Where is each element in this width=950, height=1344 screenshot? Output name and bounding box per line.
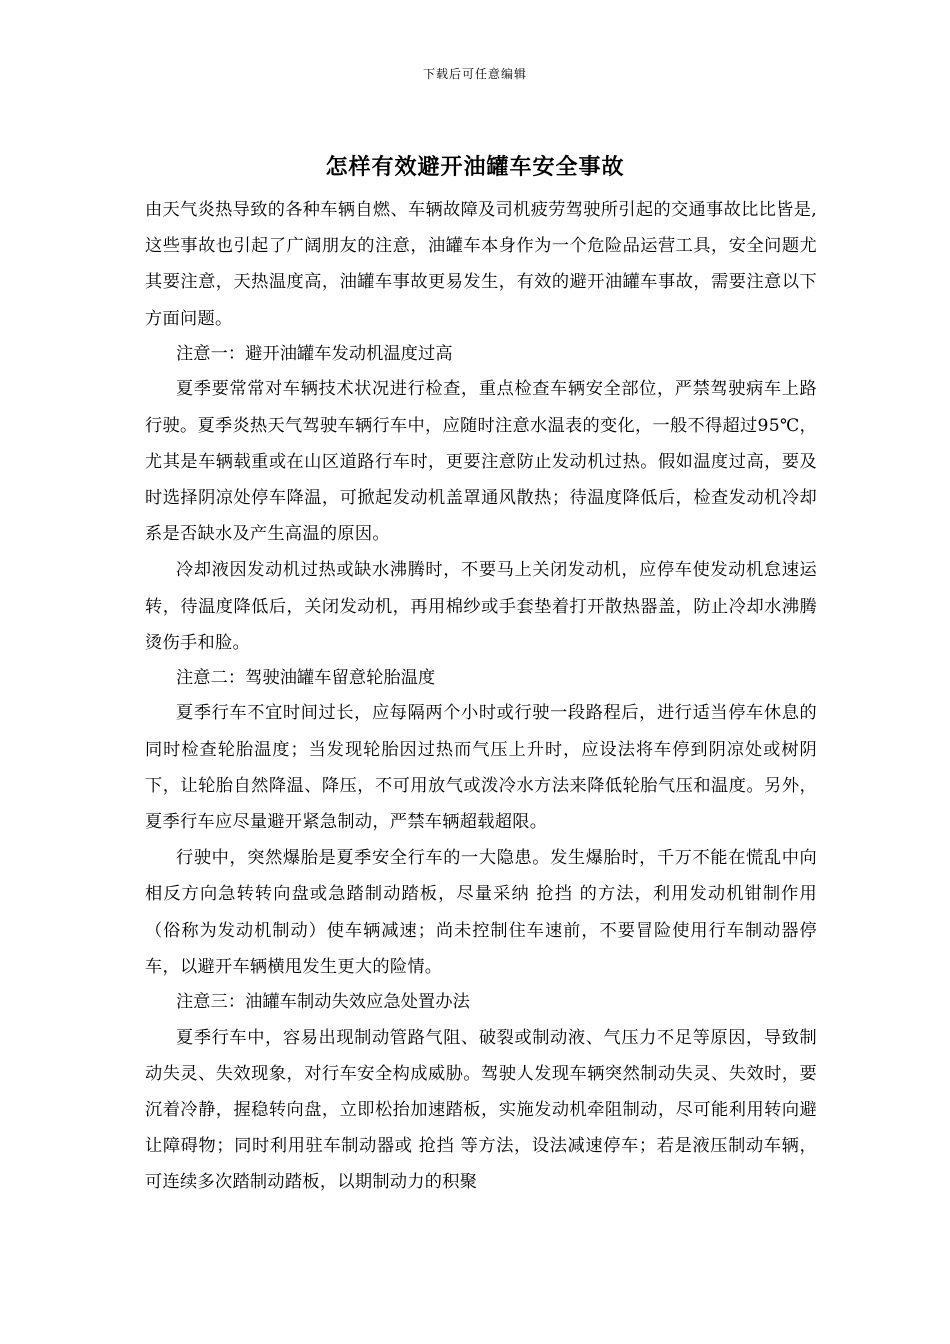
- document-title: 怎样有效避开油罐车安全事故: [325, 154, 625, 180]
- section-heading-1: 注意一：避开油罐车发动机温度过高: [176, 343, 453, 364]
- document-body: [145, 192, 817, 1201]
- body-paragraph: 夏季行车中，容易出现制动管路气阻、破裂或制动液、气压力不足等原因，导致制动失灵、失效现象，对行车安全构成威胁。驾驶人发现车辆突然制动失灵、失效时，要沉着冷静，握稳转向盘，立即松抬加速踏板，实施发动机牵阻制动，尽可能利用转向避让障碍物；同时利用驻车制动器或 抢挡 等方法，设法减速停车；若是液压制动车辆，可连续多次踏制动踏板，以期制动力的积聚: [145, 1027, 817, 1193]
- body-paragraph: 冷却液因发动机过热或缺水沸腾时，不要马上关闭发动机，应停车使发动机怠速运转，待温度降低后，关闭发动机，再用棉纱或手套垫着打开散热器盖，防止冷却水沸腾烫伤手和脸。: [145, 560, 817, 653]
- header-note: 下载后可任意编辑: [422, 67, 527, 81]
- section-heading-2: 注意二：驾驶油罐车留意轮胎温度: [176, 667, 436, 688]
- section-heading-3: 注意三：油罐车制动失效应急处置办法: [176, 992, 470, 1013]
- intro-paragraph: 由天气炎热导致的各种车辆自燃、车辆故障及司机疲劳驾驶所引起的交通事故比比皆是,这些事故也引起了广阔朋友的注意，油罐车本身作为一个危险品运营工具，安全问题尤其要注意，天热温度高，油罐车事故更易发生，有效的避开油罐车事故，需要注意以下方面问题。: [145, 200, 817, 329]
- body-paragraph: 夏季要常常对车辆技术状况进行检查，重点检查车辆安全部位，严禁驾驶病车上路行驶。夏季炎热天气驾驶车辆行车中，应随时注意水温表的变化，一般不得超过95℃，尤其是车辆载重或在山区道路行车时，更要注意防止发动机过热。假如温度过高，要及时选择阴凉处停车降温，可掀起发动机盖罩通风散热；待温度降低后，检查发动机冷却系是否缺水及产生高温的原因。: [145, 379, 817, 545]
- body-paragraph: 行驶中，突然爆胎是夏季安全行车的一大隐患。发生爆胎时，千万不能在慌乱中向相反方向急转转向盘或急踏制动踏板，尽量采纳 抢挡 的方法，利用发动机钳制作用（俗称为发动机制动）使车辆减速；尚未控制住车速前，不要冒险使用行车制动器停车，以避开车辆横甩发生更大的险情。: [145, 848, 817, 977]
- body-paragraph: 夏季行车不宜时间过长，应每隔两个小时或行驶一段路程后，进行适当停车休息的同时检查轮胎温度；当发现轮胎因过热而气压上升时，应设法将车停到阴凉处或树阴下，让轮胎自然降温、降压，不可用放气或泼冷水方法来降低轮胎气压和温度。另外，夏季行车应尽量避开紧急制动，严禁车辆超载超限。: [145, 703, 817, 833]
